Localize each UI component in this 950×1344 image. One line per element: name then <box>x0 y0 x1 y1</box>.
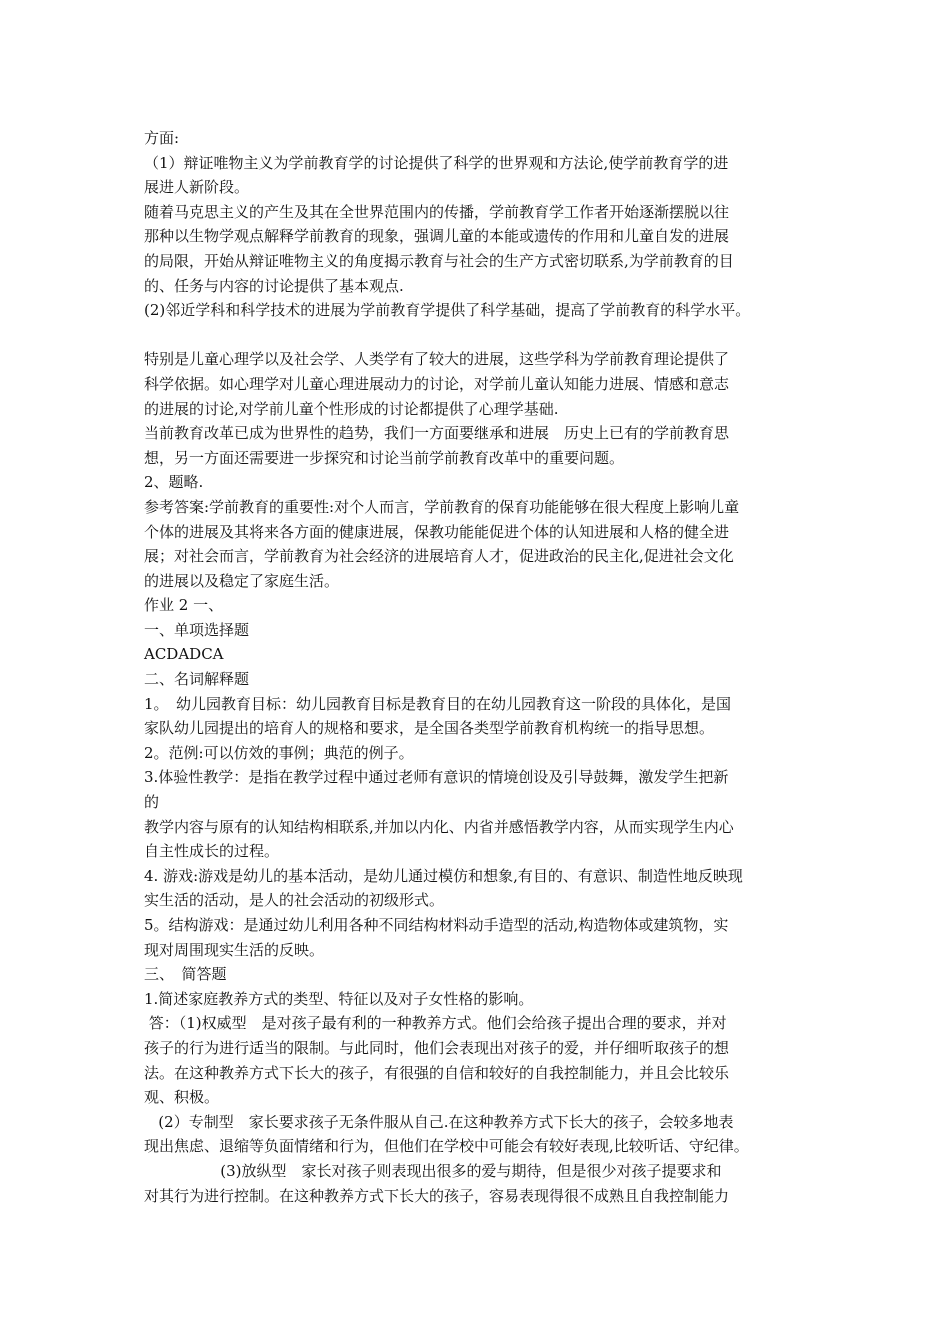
text-line: 参考答案:学前教育的重要性:对个人而言，学前教育的保育功能能够在很大程度上影响儿童 <box>144 497 740 516</box>
text-line: 想，另一方面还需要进一步探究和讨论当前学前教育改革中的重要问题。 <box>144 448 625 467</box>
text-line: 对其行为进行控制。在这种教养方式下长大的孩子，容易表现得很不成熟且自我控制能力 <box>144 1186 730 1205</box>
text-line: 的局限，开始从辩证唯物主义的角度揭示教育与社会的生产方式密切联系,为学前教育的目 <box>144 251 734 270</box>
text-line: 2。范例:可以仿效的事例；典范的例子。 <box>144 743 414 762</box>
text-line: 1。 幼儿园教育目标：幼儿园教育目标是教育目的在幼儿园教育这一阶段的具体化，是国 <box>144 694 732 713</box>
text-line: 特别是儿童心理学以及社会学、人类学有了较大的进展，这些学科为学前教育理论提供了 <box>144 350 730 369</box>
text-line: 当前教育改革已成为世界性的趋势，我们一方面要继承和进展 历史上已有的学前教育思 <box>144 424 730 443</box>
text-line: （1）辩证唯物主义为学前教育学的讨论提供了科学的世界观和方法论,使学前教育学的进 <box>144 153 729 172</box>
text-line: (3)放纵型 家长对孩子则表现出很多的爱与期待，但是很少对孩子提要求和 <box>144 1161 722 1180</box>
text-line: 答：（1)权威型 是对孩子最有利的一种教养方式。他们会给孩子提出合理的要求，并对 <box>144 1014 727 1033</box>
text-line: ACDADCA <box>144 645 224 664</box>
text-line: 随着马克思主义的产生及其在全世界范围内的传播，学前教育学工作者开始逐渐摆脱以往 <box>144 202 730 221</box>
text-line: 现出焦虑、退缩等负面情绪和行为，但他们在学校中可能会有较好表现,比较听话、守纪律。 <box>144 1137 749 1156</box>
text-line: 个体的进展及其将来各方面的健康进展，保教功能能促进个体的认知进展和人格的健全进 <box>144 522 730 541</box>
text-line: 教学内容与原有的认知结构相联系,并加以内化、内省并感悟教学内容，从而实现学生内心 <box>144 817 734 836</box>
text-line: 三、 简答题 <box>144 965 227 984</box>
text-line: 科学依据。如心理学对儿童心理进展动力的讨论，对学前儿童认知能力进展、情感和意志 <box>144 374 730 393</box>
text-line: 作业 2 一、 <box>144 596 224 615</box>
text-line: 法。在这种教养方式下长大的孩子，有很强的自信和较好的自我控制能力，并且会比较乐 <box>144 1063 730 1082</box>
blank-line <box>144 323 834 348</box>
text-line: 孩子的行为进行适当的限制。与此同时，他们会表现出对孩子的爱，并仔细听取孩子的想 <box>144 1038 730 1057</box>
text-line: 4. 游戏:游戏是幼儿的基本活动，是幼儿通过模仿和想象,有目的、有意识、制造性地反映现 <box>144 866 743 885</box>
text-line: 的 <box>144 793 160 812</box>
text-line: 展；对社会而言，学前教育为社会经济的进展培育人才，促进政治的民主化,促进社会文化 <box>144 547 734 566</box>
text-line: 现对周围现实生活的反映。 <box>144 940 325 959</box>
text-line: (2）专制型 家长要求孩子无条件服从自己.在这种教养方式下长大的孩子，会较多地表 <box>144 1112 734 1131</box>
text-line: 5。结构游戏：是通过幼儿利用各种不同结构材料动手造型的活动,构造物体或建筑物，实 <box>144 916 729 934</box>
text-line: 方面: <box>144 129 180 147</box>
text-line: 实生活的活动，是人的社会活动的初级形式。 <box>144 891 445 910</box>
text-line: 1.简述家庭教养方式的类型、特征以及对子女性格的影响。 <box>144 989 534 1008</box>
text-line: 的、任务与内容的讨论提供了基本观点. <box>144 276 404 295</box>
text-line: 一、单项选择题 <box>144 620 250 639</box>
text-line: 的进展的讨论,对学前儿童个性形成的讨论都提供了心理学基础. <box>144 399 559 418</box>
text-line: 那种以生物学观点解释学前教育的现象，强调儿童的本能或遗传的作用和儿童自发的进展 <box>144 227 730 246</box>
document-body <box>144 126 834 1208</box>
text-line: 展进人新阶段。 <box>144 178 250 197</box>
text-line: 2、题略. <box>144 473 204 492</box>
text-line: 3.体验性教学：是指在教学过程中通过老师有意识的情境创设及引导鼓舞，激发学生把新 <box>144 768 729 787</box>
text-line: (2)邻近学科和科学技术的进展为学前教育学提供了科学基础，提高了学前教育的科学水平。 <box>144 301 751 320</box>
text-line: 自主性成长的过程。 <box>144 842 280 861</box>
text-line: 二、名词解释题 <box>144 670 250 689</box>
text-line: 观、积极。 <box>144 1088 220 1107</box>
text-line: 家队幼儿园提出的培育人的规格和要求，是全国各类型学前教育机构统一的指导思想。 <box>144 719 715 738</box>
text-line: 的进展以及稳定了家庭生活。 <box>144 571 340 590</box>
